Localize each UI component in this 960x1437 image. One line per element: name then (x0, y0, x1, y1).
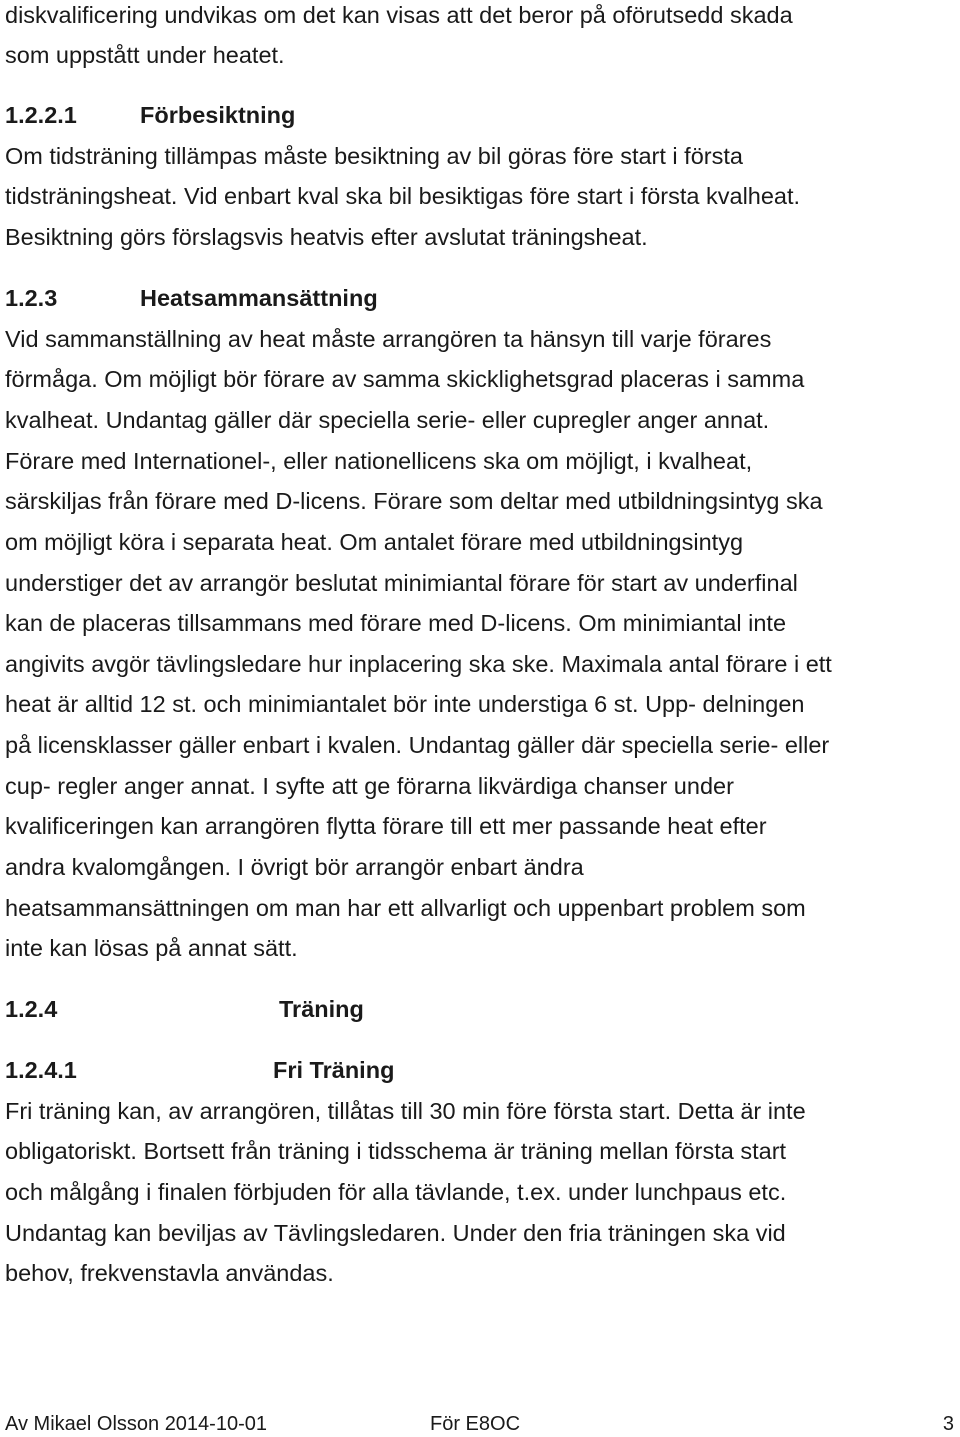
body-text-line: Fri träning kan, av arrangören, tillåtas till 30 min före första start. Detta är inte (5, 1098, 806, 1124)
body-text-line: tidsträningsheat. Vid enbart kval ska bil besiktigas före start i första kvalheat. (5, 183, 801, 209)
section-heading: Fri Träning (273, 1057, 395, 1083)
section-number: 1.2.2.1 (5, 102, 77, 128)
body-text-line: Vid sammanställning av heat måste arrangören ta hänsyn till varje förares (5, 326, 772, 352)
body-text-line: och målgång i finalen förbjuden för alla tävlande, t.ex. under lunchpaus etc. (5, 1179, 787, 1205)
body-text-line: kvalificeringen kan arrangören flytta förare till ett mer passande heat efter (5, 813, 767, 839)
body-text-line: på licensklasser gäller enbart i kvalen. Undantag gäller där speciella serie- eller (5, 732, 830, 758)
body-text-line: heat är alltid 12 st. och minimiantalet bör inte understiga 6 st. Upp- delningen (5, 691, 805, 717)
section-number: 1.2.4 (5, 996, 58, 1022)
body-text-line: understiger det av arrangör beslutat minimiantal förare för start av underfinal (5, 570, 798, 596)
body-text-line: kvalheat. Undantag gäller där speciella serie- eller cupregler anger annat. (5, 407, 770, 433)
footer-recipient: För E8OC (430, 1413, 521, 1435)
body-text-line: Om tidsträning tillämpas måste besiktning av bil göras före start i första (5, 143, 743, 169)
section-heading: Förbesiktning (140, 102, 296, 128)
body-text-line: diskvalificering undvikas om det kan visas att det beror på oförutsedd skada (5, 2, 793, 28)
section-heading: Träning (279, 996, 364, 1022)
body-text-line: Förare med Internationel-, eller nationellicens ska om möjligt, i kvalheat, (5, 448, 753, 474)
section-heading: Heatsammansättning (140, 285, 378, 311)
page-number: 3 (942, 1413, 954, 1435)
section-number: 1.2.4.1 (5, 1057, 77, 1083)
body-text-line: inte kan lösas på annat sätt. (5, 935, 298, 961)
body-text-line: särskiljas från förare med D-licens. Förare som deltar med utbildningsintyg ska (5, 488, 823, 514)
body-text-line: förmåga. Om möjligt bör förare av samma skicklighetsgrad placeras i samma (5, 366, 805, 392)
body-text-line: kan de placeras tillsammans med förare med D-licens. Om minimiantal inte (5, 610, 787, 636)
body-text-line: obligatoriskt. Bortsett från träning i tidsschema är träning mellan första start (5, 1138, 787, 1164)
footer-author: Av Mikael Olsson 2014-10-01 (5, 1413, 267, 1435)
section-number: 1.2.3 (5, 285, 58, 311)
body-text-line: Besiktning görs förslagsvis heatvis efter avslutat träningsheat. (5, 224, 648, 250)
body-text-line: Undantag kan beviljas av Tävlingsledaren. Under den fria träningen ska vid (5, 1220, 786, 1246)
body-text-line: cup- regler anger annat. I syfte att ge förarna likvärdiga chanser under (5, 773, 734, 799)
body-text-line: behov, frekvenstavla användas. (5, 1260, 334, 1286)
body-text-line: heatsammansättningen om man har ett allvarligt och uppenbart problem som (5, 895, 806, 921)
body-text-line: andra kvalomgången. I övrigt bör arrangör enbart ändra (5, 854, 584, 880)
body-text-line: om möjligt köra i separata heat. Om antalet förare med utbildningsintyg (5, 529, 744, 555)
body-text-line: angivits avgör tävlingsledare hur inplacering ska ske. Maximala antal förare i ett (5, 651, 832, 677)
body-text-line: som uppstått under heatet. (5, 42, 285, 68)
